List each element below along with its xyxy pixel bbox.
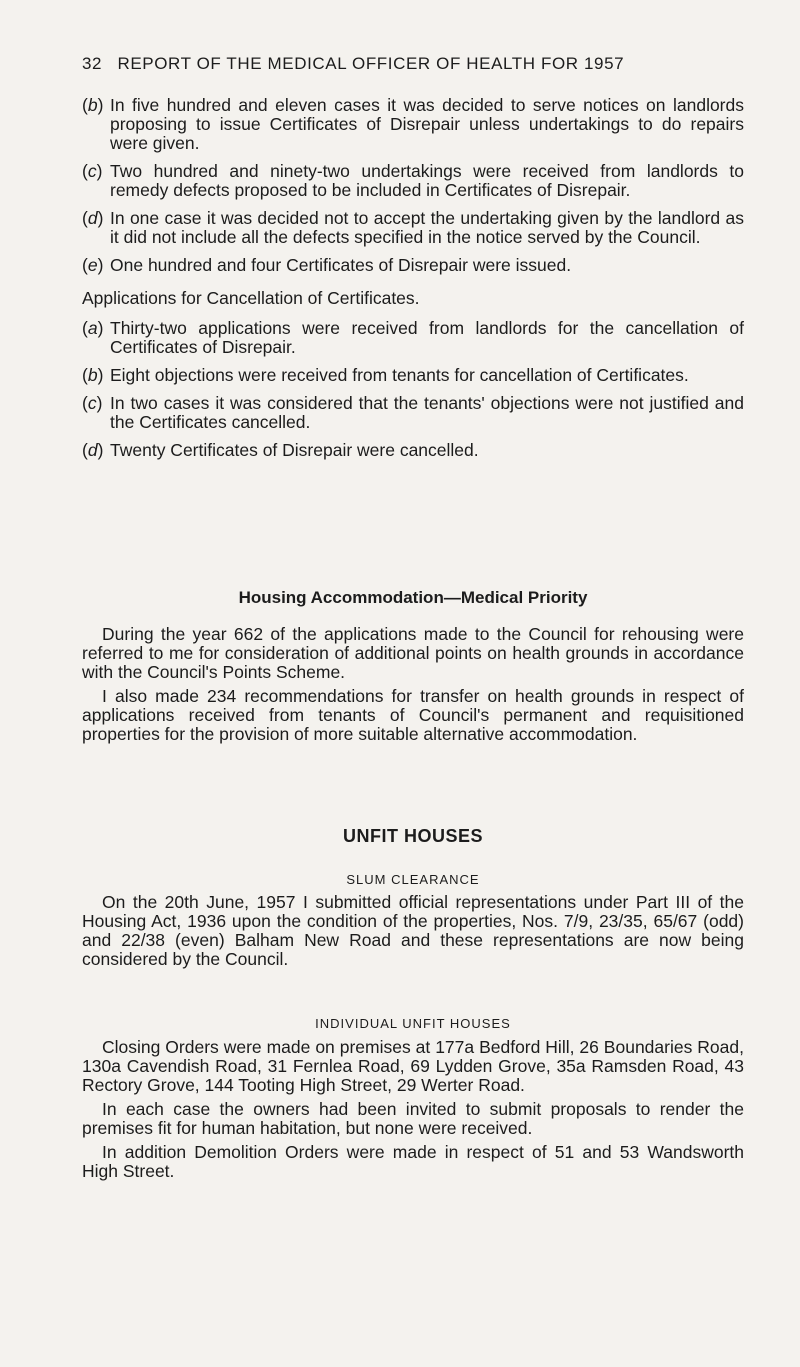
unfit-houses-heading: UNFIT HOUSES: [342, 826, 483, 846]
housing-heading: Housing Accommodation—Medical Priority: [238, 588, 588, 607]
item-label: c: [87, 161, 97, 181]
list-item: (c) Two hundred and ninety-two undertakings were received from landlords to remedy defects proposed to be included in Certificates of Disrepair.: [82, 161, 744, 200]
item-label: b: [87, 95, 98, 115]
paragraph: I also made 234 recommendations for transfer on health grounds in respect of applications received from tenants of Council's permanent and requisitioned properties for the provision of more suitable alternative accommodation.: [82, 686, 744, 744]
list-item: (d) In one case it was decided not to accept the undertaking given by the landlord as it did not include all the defects specified in the notice served by the Council.: [82, 208, 744, 247]
disrepair-list: [82, 96, 744, 469]
item-text: Thirty-two applications were received from landlords for the cancellation of Certificates of Disrepair.: [110, 318, 744, 357]
item-label: e: [87, 255, 98, 275]
list-item: (e) One hundred and four Certificates of Disrepair were issued.: [82, 256, 744, 275]
item-label: d: [87, 440, 98, 460]
item-label: d: [87, 208, 98, 228]
individual-unfit-heading: INDIVIDUAL UNFIT HOUSES: [315, 1016, 511, 1031]
report-title: REPORT OF THE MEDICAL OFFICER OF HEALTH FOR 1957: [117, 54, 625, 73]
item-label: a: [87, 318, 98, 338]
item-label: b: [87, 365, 98, 385]
item-text: Two hundred and ninety-two undertakings were received from landlords to remedy defects proposed to be included in Certificates of Disrepair.: [110, 161, 744, 200]
item-text: Eight objections were received from tenants for cancellation of Certificates.: [110, 365, 689, 385]
slum-clearance-heading: SLUM CLEARANCE: [346, 872, 480, 887]
item-text: One hundred and four Certificates of Disrepair were issued.: [110, 255, 572, 275]
page-header: [82, 54, 722, 74]
housing-body: [82, 625, 744, 749]
paragraph: In each case the owners had been invited to submit proposals to render the premises fit for human habitation, but none were received.: [82, 1099, 744, 1138]
list-item: (a) Thirty-two applications were received from landlords for the cancellation of Certificates of Disrepair.: [82, 318, 744, 357]
page-number: 32: [82, 54, 103, 73]
list-item: (b) Eight objections were received from tenants for cancellation of Certificates.: [82, 366, 744, 385]
item-text: In one case it was decided not to accept the undertaking given by the landlord as it did not include all the defects specified in the notice served by the Council.: [110, 208, 744, 247]
item-text: In two cases it was considered that the tenants' objections were not justified and the Certificates cancelled.: [110, 393, 744, 432]
list-item: (d) Twenty Certificates of Disrepair were cancelled.: [82, 441, 744, 460]
paragraph: In addition Demolition Orders were made in respect of 51 and 53 Wandsworth High Street.: [82, 1142, 744, 1181]
paragraph: During the year 662 of the applications made to the Council for rehousing were referred to me for consideration of additional points on health grounds in accordance with the Council's Points Scheme.: [82, 624, 744, 682]
slum-body: [82, 893, 744, 974]
paragraph: Closing Orders were made on premises at 177a Bedford Hill, 26 Boundaries Road, 130a Cavendish Road, 31 Fernlea Road, 69 Lydden Grove, 35a Ramsden Road, 43 Rectory Grove, 144 Tooting High Street, 29 Werter Road.: [82, 1037, 744, 1095]
individual-body: [82, 1038, 744, 1186]
item-label: c: [87, 393, 97, 413]
item-text: In five hundred and eleven cases it was decided to serve notices on landlords proposing to issue Certificates of Disrepair unless undertakings to do repairs were given.: [110, 95, 744, 153]
list-item: (c) In two cases it was considered that the tenants' objections were not justified and the Certificates cancelled.: [82, 393, 744, 432]
item-text: Twenty Certificates of Disrepair were cancelled.: [110, 440, 479, 460]
paragraph: On the 20th June, 1957 I submitted official representations under Part III of the Housing Act, 1936 upon the condition of the properties, Nos. 7/9, 23/35, 65/67 (odd) and 22/38 (even) Balham New Road and these representations are now being considered by the Council.: [82, 892, 744, 969]
cancellation-heading: Applications for Cancellation of Certificates.: [82, 288, 420, 308]
list-item: (b) In five hundred and eleven cases it was decided to serve notices on landlords proposing to issue Certificates of Disrepair unless undertakings to do repairs were given.: [82, 95, 744, 153]
